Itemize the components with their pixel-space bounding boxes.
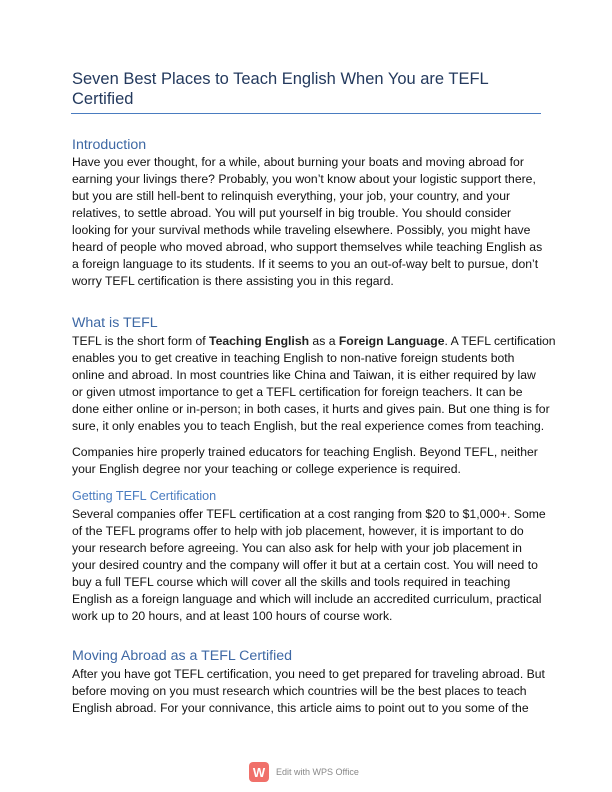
- paragraph-line: earning your livings there? Probably, you won’t know about your logistic support there,: [72, 172, 536, 186]
- paragraph-line: of the TEFL programs offer to help with job placement, however, it is important to do: [72, 524, 524, 538]
- section-heading: Moving Abroad as a TEFL Certified: [72, 648, 293, 664]
- title-divider: [71, 113, 541, 114]
- paragraph-line: your English degree nor your teaching or college experience is required.: [72, 462, 461, 476]
- bold-term: Foreign Language: [338, 334, 445, 348]
- paragraph-line: work up to 20 hours, and at least 100 hours of course work.: [72, 609, 393, 623]
- paragraph-line: sure, it only enables you to teach English, but the real experience comes from teaching.: [72, 419, 545, 433]
- bold-term: Teaching English: [209, 334, 310, 348]
- paragraph-line: online and abroad. In most countries like China and Taiwan, it is either required by law: [72, 368, 536, 382]
- paragraph-line: looking for your survival methods while traveling elsewhere. Possibly, you might have: [72, 223, 531, 237]
- paragraph-line: English as a foreign language and which will include an accredited curriculum, practical: [72, 592, 542, 606]
- paragraph-line: your research before agreeing. You can also ask for help with your job placement in: [72, 541, 522, 555]
- paragraph-line: worry TEFL certification is there assisting you in this regard.: [72, 274, 394, 288]
- wps-logo-icon: W: [249, 762, 269, 782]
- paragraph-line: After you have got TEFL certification, you need to get prepared for traveling abroad. But: [72, 667, 545, 681]
- paragraph-line: your desired country and the company will offer it but at a certain cost. You will need to: [72, 558, 538, 572]
- section-heading: Getting TEFL Certification: [72, 489, 217, 503]
- paragraph-line: a foreign language to its students. If it seems to you an out-of-way belt to pursue, don’t: [72, 257, 539, 271]
- document-title-line-1: Seven Best Places to Teach English When You are TEFL: [72, 70, 489, 88]
- paragraph-line: but you are still hell-bent to relinquish everything, your job, your country, and your: [72, 189, 511, 203]
- paragraph-line: Companies hire properly trained educators for teaching English. Beyond TEFL, neither: [72, 445, 538, 459]
- paragraph-line: buy a full TEFL course which will cover all the skills and tools required in teaching: [72, 575, 511, 589]
- paragraph-line: or given utmost importance to get a TEFL certification for foreign teachers. It can be: [72, 385, 523, 399]
- section-heading: Introduction: [72, 137, 147, 153]
- paragraph-line: heard of people who moved abroad, who support themselves while teaching English as: [72, 240, 543, 254]
- paragraph-line: Have you ever thought, for a while, about burning your boats and moving abroad for: [72, 155, 524, 169]
- paragraph-line: done either online or in-person; in both cases, it hurts and gives pain. But one thing is for: [72, 402, 550, 416]
- document-title-line-2: Certified: [72, 90, 134, 108]
- section-heading: What is TEFL: [72, 315, 158, 331]
- paragraph-line: Several companies offer TEFL certification at a cost ranging from $20 to $1,000+. Some: [72, 507, 546, 521]
- wps-edit-badge[interactable]: [249, 762, 359, 782]
- paragraph-line: TEFL is the short form of Teaching English as a Foreign Language. A TEFL certification: [72, 334, 556, 348]
- paragraph-line: English abroad. For your connivance, this article aims to point out to you some of the: [72, 701, 529, 715]
- paragraph-line: relatives, to settle abroad. You will put yourself in big trouble. You should consider: [72, 206, 512, 220]
- wps-edit-label: Edit with WPS Office: [276, 767, 359, 777]
- paragraph-line: enables you to get creative in teaching English to non-native foreign students both: [72, 351, 515, 365]
- paragraph-line: before moving on you must research which countries will be the best places to teach: [72, 684, 527, 698]
